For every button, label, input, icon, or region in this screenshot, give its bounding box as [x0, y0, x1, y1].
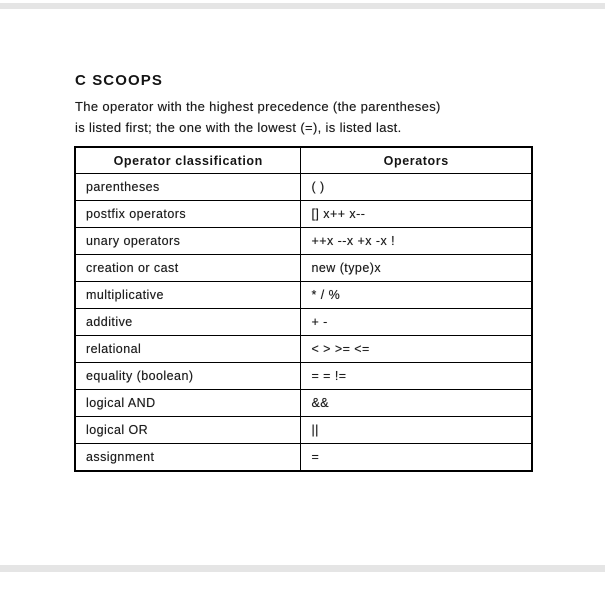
operators-cell: new (type)x — [301, 255, 532, 282]
operators-cell: < > >= <= — [301, 336, 532, 363]
page-gap-band-bottom — [0, 565, 605, 572]
table-row — [75, 174, 532, 201]
classification-cell: assignment — [75, 444, 301, 472]
table-row — [75, 309, 532, 336]
classification-cell: logical OR — [75, 417, 301, 444]
table-row — [75, 201, 532, 228]
table-row — [75, 444, 532, 472]
column-header-operators: Operators — [301, 147, 532, 174]
operators-cell: && — [301, 390, 532, 417]
classification-cell: unary operators — [75, 228, 301, 255]
operators-cell: * / % — [301, 282, 532, 309]
classification-cell: additive — [75, 309, 301, 336]
page-title: C SCOOPS — [75, 72, 163, 89]
operators-cell: || — [301, 417, 532, 444]
column-header-classification: Operator classification — [75, 147, 301, 174]
table-row — [75, 336, 532, 363]
table-body — [75, 174, 532, 472]
page-gap-band-top — [0, 3, 605, 9]
classification-cell: multiplicative — [75, 282, 301, 309]
classification-cell: equality (boolean) — [75, 363, 301, 390]
classification-cell: postfix operators — [75, 201, 301, 228]
classification-cell: parentheses — [75, 174, 301, 201]
table-row — [75, 390, 532, 417]
document-content — [75, 72, 540, 138]
table-row — [75, 282, 532, 309]
operators-cell: = = != — [301, 363, 532, 390]
operator-precedence-table — [74, 146, 533, 472]
table-row — [75, 417, 532, 444]
classification-cell: relational — [75, 336, 301, 363]
intro-text-line-2: is listed first; the one with the lowest (=), is listed last. — [75, 120, 402, 135]
table-row — [75, 228, 532, 255]
operators-cell: + - — [301, 309, 532, 336]
operators-cell: ( ) — [301, 174, 532, 201]
classification-cell: logical AND — [75, 390, 301, 417]
operators-cell: ++x --x +x -x ! — [301, 228, 532, 255]
table-row — [75, 255, 532, 282]
operators-cell: [] x++ x-- — [301, 201, 532, 228]
table-header-row — [75, 147, 532, 174]
intro-text-line-1: The operator with the highest precedence (the parentheses) — [75, 99, 441, 114]
classification-cell: creation or cast — [75, 255, 301, 282]
operators-cell: = — [301, 444, 532, 472]
table-row — [75, 363, 532, 390]
